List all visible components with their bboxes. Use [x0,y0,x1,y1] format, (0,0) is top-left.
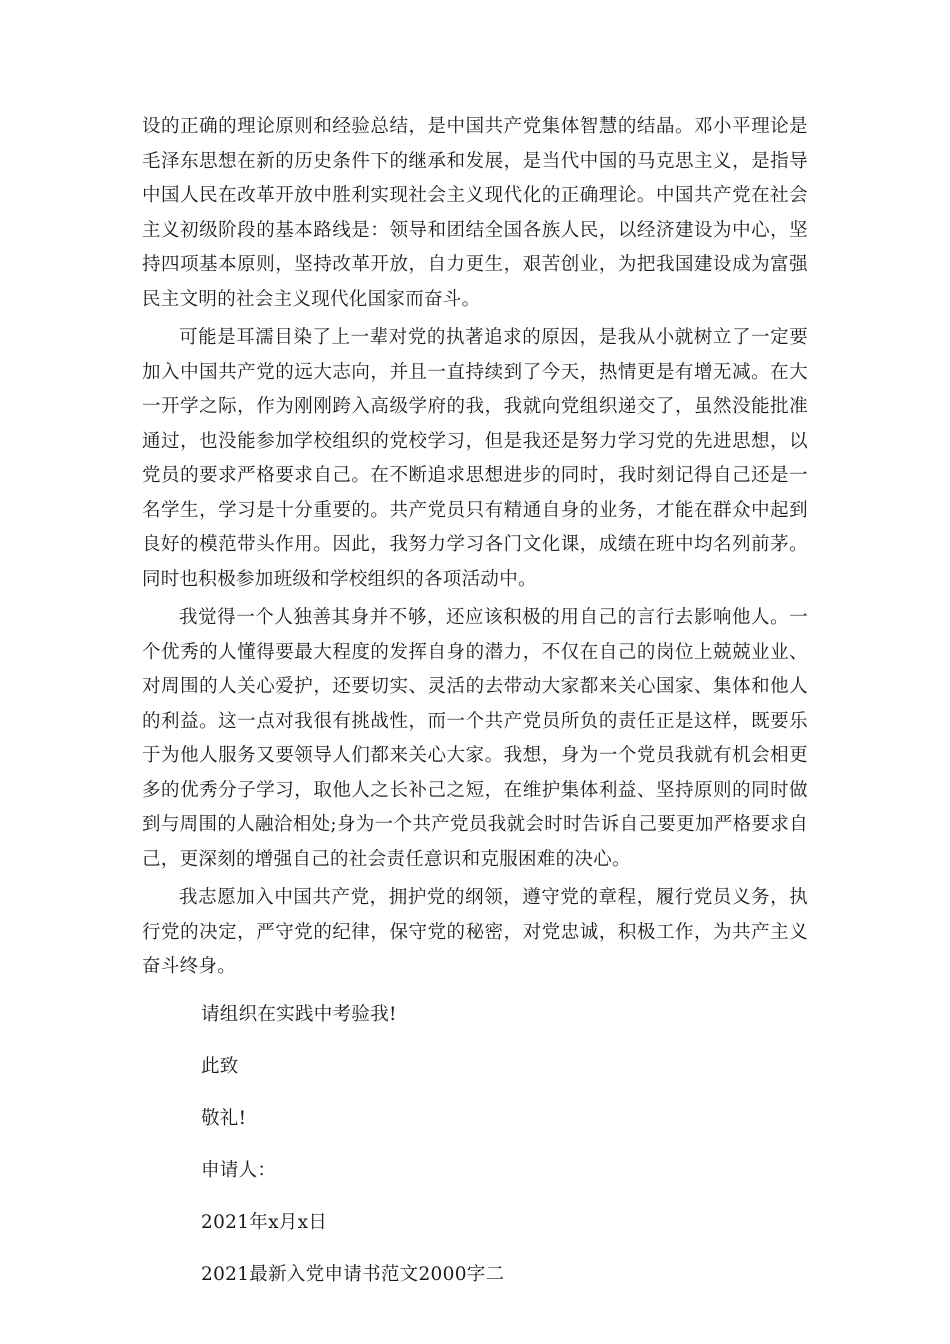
next-section-title: 2021最新入党申请书范文2000字二 [201,1263,505,1285]
applicant-label: 申请人： [201,1159,277,1181]
closing-request: 请组织在实践中考验我! [201,1003,397,1025]
closing-salutation-1: 此致 [201,1055,239,1077]
closing-salutation-2: 敬礼! [201,1107,247,1129]
paragraph-responsibility: 我觉得一个人独善其身并不够，还应该积极的用自己的言行去影响他人。一个优秀的人懂得要最大程度的发挥自身的潜力，不仅在自己的岗位上兢兢业业、对周围的人关心爱护，还要切实、灵活的去带动大家都来关心国家、集体和他人的利益。这一点对我很有挑战性，而一个共产党员所负的责任正是这样，既要乐于为他人服务又要领导人们都来关心大家。我想，身为一个党员我就有机会相更多的优秀分子学习，取他人之长补己之短，在维护集体利益、坚持原则的同时做到与周围的人融洽相处;身为一个共产党员我就会时时告诉自己要更加严格要求自己，更深刻的增强自己的社会责任意识和克服困难的决心。 [142,607,808,870]
paragraph-theory-continuation: 设的正确的理论原则和经验总结，是中国共产党集体智慧的结晶。邓小平理论是毛泽东思想在新的历史条件下的继承和发展，是当代中国的马克思主义，是指导中国人民在改革开放中胜利实现社会主义现代化的正确理论。中国共产党在社会主义初级阶段的基本路线是：领导和团结全国各族人民，以经济建设为中心，坚持四项基本原则，坚持改革开放，自力更生，艰苦创业，为把我国建设成为富强民主文明的社会主义现代化国家而奋斗。 [142,116,808,310]
application-date: 2021年x月x日 [201,1211,328,1233]
document-body [142,110,808,1301]
paragraph-pledge: 我志愿加入中国共产党，拥护党的纲领，遵守党的章程，履行党员义务，执行党的决定，严守党的纪律，保守党的秘密，对党忠诚，积极工作，为共产主义奋斗终身。 [142,887,808,977]
paragraph-motivation: 可能是耳濡目染了上一辈对党的执著追求的原因，是我从小就树立了一定要加入中国共产党的远大志向，并且一直持续到了今天，热情更是有增无减。在大一开学之际，作为刚刚跨入高级学府的我，我就向党组织递交了，虽然没能批准通过，也没能参加学校组织的党校学习，但是我还是努力学习党的先进思想，以党员的要求严格要求自己。在不断追求思想进步的同时，我时刻记得自己还是一名学生，学习是十分重要的。共产党员只有精通自身的业务，才能在群众中起到良好的模范带头作用。因此，我努力学习各门文化课，成绩在班中均名列前茅。同时也积极参加班级和学校组织的各项活动中。 [142,327,808,590]
